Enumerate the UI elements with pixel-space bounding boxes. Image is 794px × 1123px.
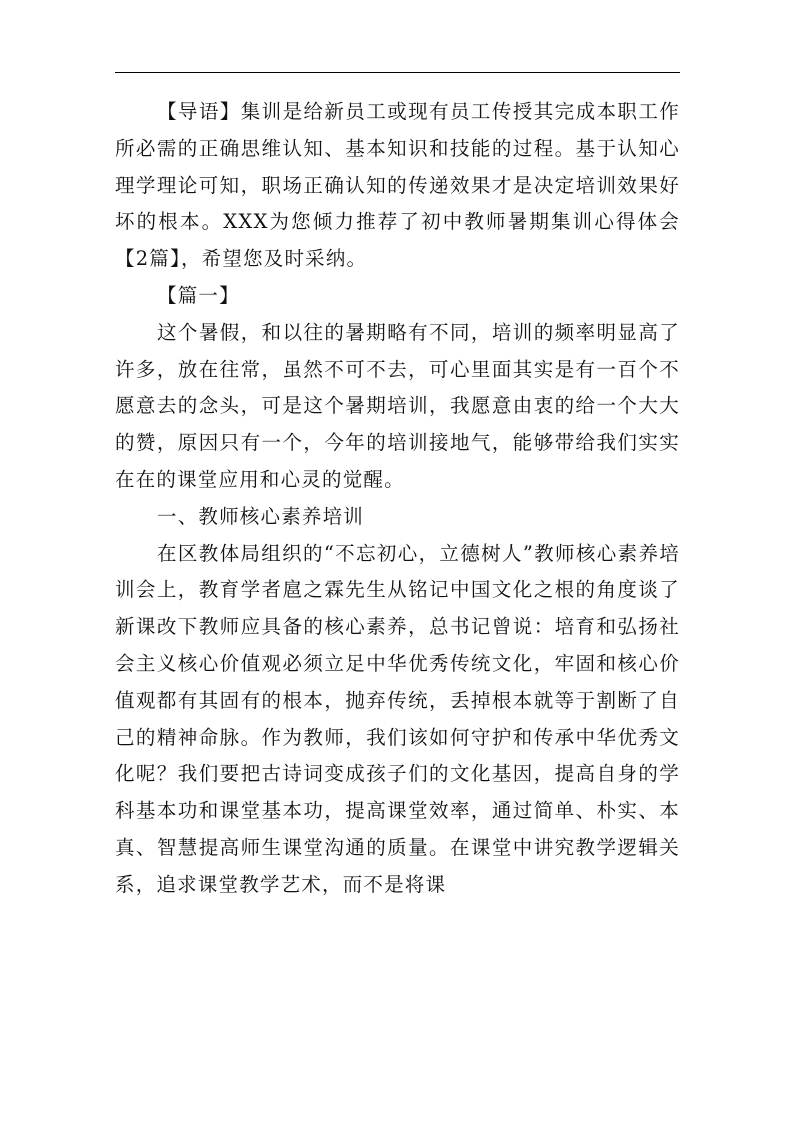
- document-body: [115, 94, 680, 904]
- subsection-heading: 一、教师核心素养培训: [157, 504, 365, 528]
- section-heading-part-one: 【篇一】: [157, 283, 240, 307]
- body-paragraph: 在区教体局组织的“不忘初心，立德树人”教师核心素养培训会上，教育学者扈之霖先生从铭记中国文化之根的角度谈了新课改下教师应具备的核心素养，总书记曾说：培育和弘扬社会主义核心价值观必须立足中华优秀传统文化，牢固和核心价值观都有其固有的根本，抛弃传统，丢掉根本就等于割断了自己的精神命脉。作为教师，我们该如何守护和传承中华优秀文化呢？我们要把古诗词变成孩子们的文化基因，提高自身的学科基本功和课堂基本功，提高课堂效率，通过简单、朴实、本真、智慧提高师生课堂沟通的质量。在课堂中讲究教学逻辑关系，追求课堂教学艺术，而不是将课: [115, 541, 680, 896]
- body-paragraph: 这个暑假，和以往的暑期略有不同，培训的频率明显高了许多，放在往常，虽然不可不去，可心里面其实是有一百个不愿意去的念头，可是这个暑期培训，我愿意由衷的给一个大大的赞，原因只有一个，今年的培训接地气，能够带给我们实实在在的课堂应用和心灵的觉醒。: [115, 320, 680, 491]
- intro-paragraph: 【导语】集训是给新员工或现有员工传授其完成本职工作所必需的正确思维认知、基本知识和技能的过程。基于认知心理学理论可知，职场正确认知的传递效果才是决定培训效果好坏的根本。XXX为您倾力推荐了初中教师暑期集训心得体会【2篇】，希望您及时采纳。: [115, 100, 680, 271]
- header-rule: [115, 72, 680, 73]
